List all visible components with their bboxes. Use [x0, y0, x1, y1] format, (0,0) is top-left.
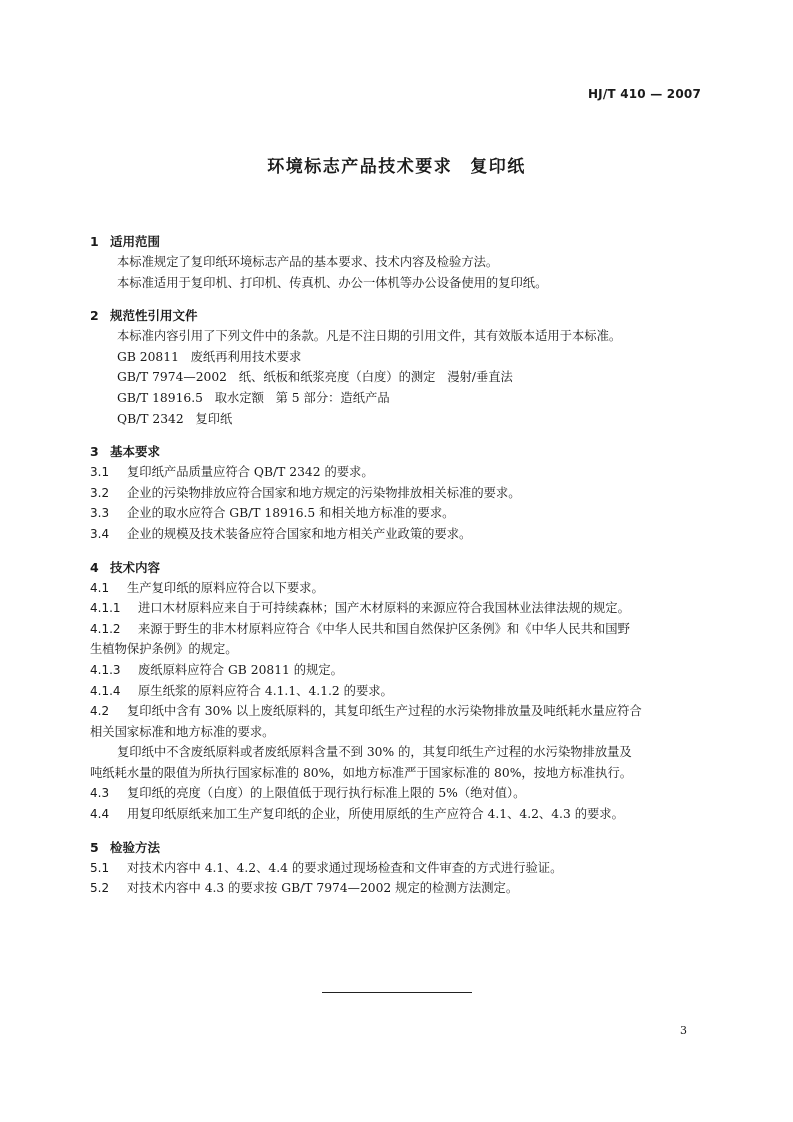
clause-number: 4.1.1	[90, 601, 121, 616]
clause	[90, 524, 704, 545]
clause-text: 对技术内容中 4.1、4.2、4.4 的要求通过现场检查和文件审查的方式进行验证。	[127, 860, 563, 875]
standard-code: HJ/T 410 — 2007	[587, 87, 701, 101]
clause-number: 4.2	[90, 704, 110, 719]
paragraph-continuation: 吨纸耗水量的限值为所执行国家标准的 80%，如地方标准严于国家标准的 80%，按地方标准执行。	[90, 765, 633, 780]
clause-number: 3.4	[90, 526, 110, 541]
section-number: 1	[90, 234, 99, 249]
paragraph: 本标准内容引用了下列文件中的条款。凡是不注日期的引用文件，其有效版本适用于本标准。	[117, 329, 622, 344]
clause-text: 废纸原料应符合 GB 20811 的规定。	[138, 662, 343, 677]
paragraph: 本标准规定了复印纸环境标志产品的基本要求、技术内容及检验方法。	[117, 255, 499, 269]
reference-item: GB/T 7974—2002 纸、纸板和纸浆亮度（白度）的测定 漫射/垂直法	[117, 370, 513, 385]
clause	[90, 660, 704, 681]
clause-number: 4.1	[90, 580, 110, 595]
title-sub: 复印纸	[470, 157, 526, 177]
section-heading-2	[90, 305, 704, 326]
section-number: 3	[90, 444, 99, 460]
clause-number: 4.1.2	[90, 621, 121, 636]
clause-number: 4.1.4	[90, 683, 121, 698]
section-title: 基本要求	[110, 444, 161, 460]
reference-item: QB/T 2342 复印纸	[117, 411, 233, 426]
end-rule	[322, 992, 472, 993]
section-heading-1	[90, 231, 704, 252]
section-number: 4	[90, 559, 99, 575]
clause-text: 对技术内容中 4.3 的要求按 GB/T 7974—2002 规定的检测方法测定。	[127, 881, 519, 896]
clause-number: 4.3	[90, 786, 110, 801]
clause	[90, 878, 704, 899]
section-title: 技术内容	[110, 559, 161, 575]
section-heading-5	[90, 837, 704, 858]
section-number: 5	[90, 839, 99, 855]
clause-continuation: 生植物保护条例》的规定。	[90, 642, 238, 657]
title-main: 环境标志产品技术要求	[267, 157, 453, 177]
clause	[90, 578, 704, 599]
clause-text: 用复印纸原纸来加工生产复印纸的企业，所使用原纸的生产应符合 4.1、4.2、4.3 的要求。	[127, 807, 624, 822]
section-heading-3	[90, 441, 704, 462]
clause	[90, 619, 704, 640]
clause-number: 3.1	[90, 465, 110, 480]
clause	[90, 462, 704, 483]
section-title: 适用范围	[110, 234, 161, 249]
clause-text: 企业的规模及技术装备应符合国家和地方相关产业政策的要求。	[127, 526, 472, 541]
clause-text: 企业的取水应符合 GB/T 18916.5 和相关地方标准的要求。	[127, 506, 455, 521]
clause	[90, 858, 704, 879]
clause-number: 4.4	[90, 807, 110, 822]
clause	[90, 701, 704, 722]
page-number: 3	[680, 1024, 687, 1037]
clause-text: 进口木材原料应来自于可持续森林；国产木材原料的来源应符合我国林业法律法规的规定。	[138, 601, 630, 616]
clause-number: 3.2	[90, 485, 110, 500]
clause-text: 来源于野生的非木材原料应符合《中华人民共和国自然保护区条例》和《中华人民共和国野	[138, 621, 630, 636]
paragraph: 复印纸中不含废纸原料或者废纸原料含量不到 30% 的，其复印纸生产过程的水污染物排放量及	[117, 745, 632, 760]
section-heading-4	[90, 557, 704, 578]
clause	[90, 783, 704, 804]
section-title: 规范性引用文件	[110, 308, 198, 324]
document-title	[0, 152, 793, 177]
clause-text: 原生纸浆的原料应符合 4.1.1、4.1.2 的要求。	[138, 683, 393, 698]
clause-number: 5.2	[90, 881, 110, 896]
clause-text: 复印纸的亮度（白度）的上限值低于现行执行标准上限的 5%（绝对值）。	[127, 786, 526, 801]
clause-text: 复印纸中含有 30% 以上废纸原料的，其复印纸生产过程的水污染物排放量及吨纸耗水量应符合	[127, 704, 642, 719]
clause	[90, 681, 704, 702]
clause	[90, 804, 704, 825]
clause	[90, 503, 704, 524]
clause-text: 复印纸产品质量应符合 QB/T 2342 的要求。	[127, 465, 374, 480]
clause	[90, 598, 704, 619]
clause-number: 5.1	[90, 860, 110, 875]
clause-text: 生产复印纸的原料应符合以下要求。	[127, 580, 324, 595]
clause-continuation: 相关国家标准和地方标准的要求。	[90, 724, 275, 739]
clause-number: 3.3	[90, 506, 110, 521]
paragraph: 本标准适用于复印机、打印机、传真机、办公一体机等办公设备使用的复印纸。	[117, 275, 548, 290]
reference-item: GB 20811 废纸再利用技术要求	[117, 349, 302, 364]
clause-number: 4.1.3	[90, 662, 121, 677]
clause	[90, 483, 704, 504]
reference-item: GB/T 18916.5 取水定额 第 5 部分：造纸产品	[117, 390, 390, 405]
clause-text: 企业的污染物排放应符合国家和地方规定的污染物排放相关标准的要求。	[127, 485, 521, 500]
section-title: 检验方法	[110, 839, 161, 855]
document-body	[90, 231, 704, 899]
section-number: 2	[90, 308, 99, 324]
